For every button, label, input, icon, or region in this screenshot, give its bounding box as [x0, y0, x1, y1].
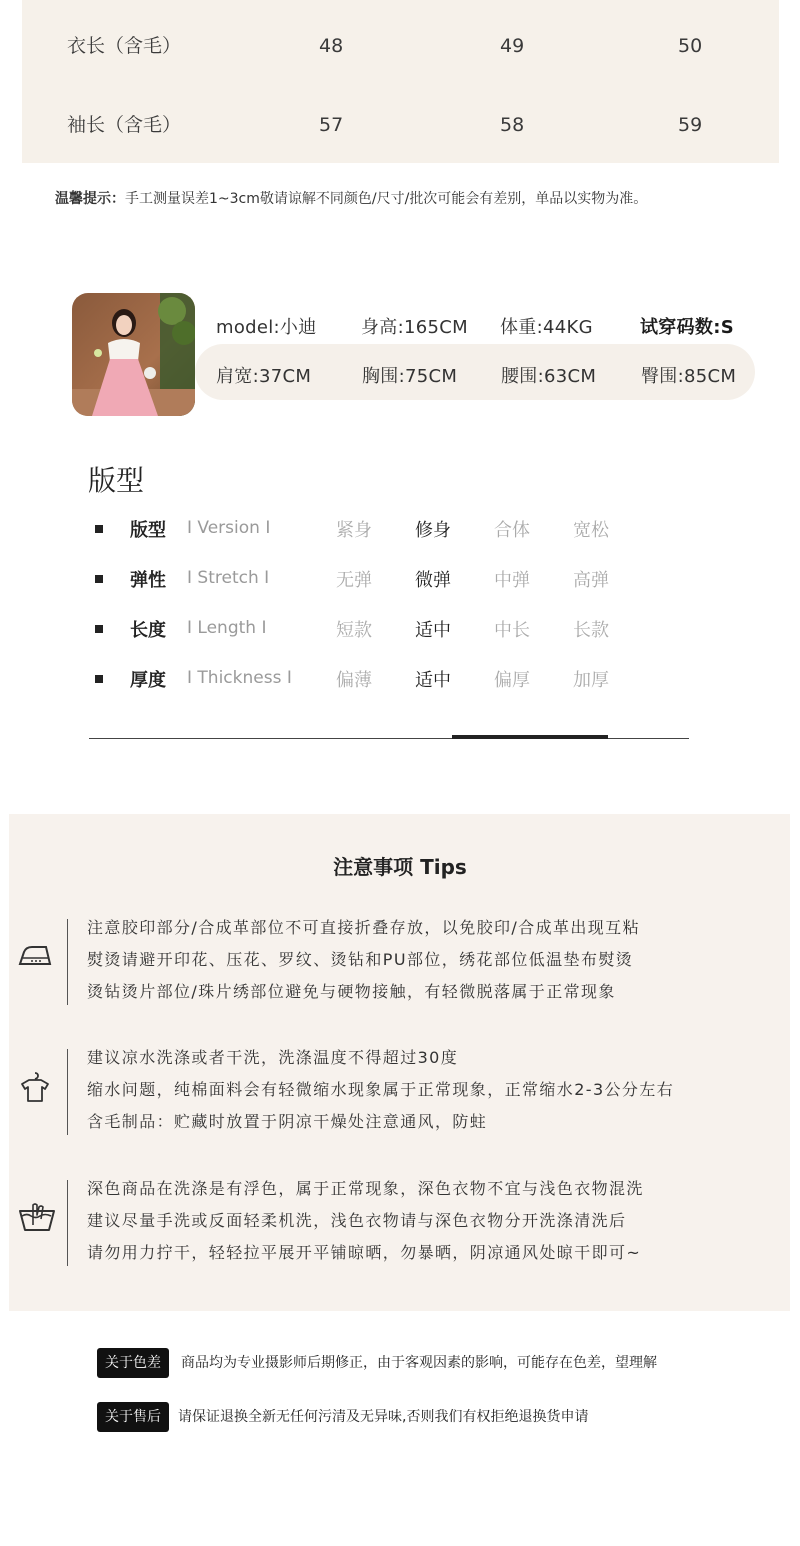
- fit-option: 中弹: [494, 570, 530, 591]
- model-weight: 体重:44KG: [500, 317, 593, 338]
- fit-eng-label: I Stretch I: [187, 568, 270, 588]
- fit-option: 长款: [573, 620, 609, 641]
- fit-option: 高弹: [573, 570, 609, 591]
- iron-icon: [18, 942, 52, 972]
- fit-option: 紧身: [336, 520, 372, 541]
- fit-eng-label: I Version I: [187, 518, 271, 538]
- tip-line: 请勿用力拧干，轻轻拉平展开平铺晾晒，勿暴晒，阴凉通风处晾干即可~: [87, 1243, 642, 1262]
- fit-row-thickness: [90, 664, 710, 694]
- fit-option: 中长: [494, 620, 530, 641]
- tip-line: 缩水问题，纯棉面料会有轻微缩水现象属于正常现象，正常缩水2-3公分左右: [87, 1080, 675, 1099]
- size-table: [22, 0, 779, 163]
- bullet-icon: [95, 675, 103, 683]
- model-shoulder: 肩宽:37CM: [216, 366, 312, 387]
- fit-option: 宽松: [573, 520, 609, 541]
- after-sales-text: 请保证退换全新无任何污清及无异味,否则我们有权拒绝退换货申请: [178, 1409, 589, 1425]
- size-row-label: 衣长（含毛）: [67, 35, 182, 57]
- tip-line: 注意胶印部分/合成革部位不可直接折叠存放，以免胶印/合成革出现互粘: [87, 918, 640, 937]
- size-value: 58: [500, 114, 525, 136]
- fit-option: 偏薄: [336, 670, 372, 691]
- fit-row-version: [90, 514, 710, 544]
- tip-line: 深色商品在洗涤是有浮色，属于正常现象，深色衣物不宜与浅色衣物混洗: [87, 1179, 644, 1198]
- measure-tip-text: 手工测量误差1~3cm敬请谅解不同颜色/尺寸/批次可能会有差别，单品以实物为准。: [125, 191, 648, 207]
- tip-line: 烫钻烫片部位/珠片绣部位避免与硬物接触，有轻微脱落属于正常现象: [87, 982, 616, 1001]
- model-size: 试穿码数:S: [640, 317, 734, 338]
- fit-divider-accent: [452, 735, 608, 739]
- hand-wash-icon: [18, 1201, 56, 1237]
- size-value: 59: [678, 114, 703, 136]
- tip-line: 建议尽量手洗或反面轻柔机洗，浅色衣物请与深色衣物分开洗涤清洗后: [87, 1211, 627, 1230]
- fit-option: 合体: [494, 520, 530, 541]
- tip-divider: [67, 1049, 68, 1135]
- bullet-icon: [95, 575, 103, 583]
- fit-option: 加厚: [573, 670, 609, 691]
- model-photo: [72, 293, 195, 416]
- after-sales-badge: 关于售后: [97, 1402, 169, 1432]
- tip-divider: [67, 1180, 68, 1266]
- bullet-icon: [95, 525, 103, 533]
- shirt-hanger-icon: [18, 1070, 52, 1108]
- fit-option-selected: 微弹: [415, 570, 451, 591]
- model-waist: 腰围:63CM: [501, 366, 597, 387]
- tip-line: 熨烫请避开印花、压花、罗纹、烫钻和PU部位，绣花部位低温垫布熨烫: [87, 950, 634, 969]
- fit-option: 短款: [336, 620, 372, 641]
- fit-option-selected: 适中: [415, 670, 451, 691]
- measure-tip-prefix: 温馨提示：: [55, 191, 125, 207]
- fit-title: 版型: [88, 464, 145, 497]
- tip-line: 建议凉水洗涤或者干洗，洗涤温度不得超过30度: [87, 1048, 459, 1067]
- size-value: 57: [319, 114, 344, 136]
- tip-divider: [67, 919, 68, 1005]
- size-row-sleeve: [22, 105, 779, 145]
- color-note-badge: 关于色差: [97, 1348, 169, 1378]
- fit-label: 长度: [130, 620, 166, 641]
- tips-title: 注意事项 Tips: [333, 855, 467, 879]
- bullet-icon: [95, 625, 103, 633]
- size-value: 48: [319, 35, 344, 57]
- model-name: model:小迪: [216, 317, 317, 338]
- fit-label: 弹性: [130, 570, 166, 591]
- fit-option-selected: 适中: [415, 620, 451, 641]
- model-chest: 胸围:75CM: [362, 366, 458, 387]
- fit-label: 版型: [130, 520, 166, 541]
- tip-line: 含毛制品：贮藏时放置于阴凉干燥处注意通风，防蛀: [87, 1112, 488, 1131]
- size-row-label: 袖长（含毛）: [67, 114, 182, 136]
- model-height: 身高:165CM: [361, 317, 468, 338]
- fit-eng-label: I Thickness I: [187, 668, 292, 688]
- model-hip: 臀围:85CM: [641, 366, 737, 387]
- size-value: 49: [500, 35, 525, 57]
- size-row-length: [22, 26, 779, 66]
- fit-eng-label: I Length I: [187, 618, 267, 638]
- fit-row-length: [90, 614, 710, 644]
- fit-option: 偏厚: [494, 670, 530, 691]
- size-value: 50: [678, 35, 703, 57]
- fit-option: 无弹: [336, 570, 372, 591]
- fit-option-selected: 修身: [415, 520, 451, 541]
- measure-tip: [55, 188, 775, 210]
- fit-row-stretch: [90, 564, 710, 594]
- color-note-text: 商品均为专业摄影师后期修正，由于客观因素的影响，可能存在色差，望理解: [181, 1355, 657, 1371]
- fit-label: 厚度: [130, 670, 166, 691]
